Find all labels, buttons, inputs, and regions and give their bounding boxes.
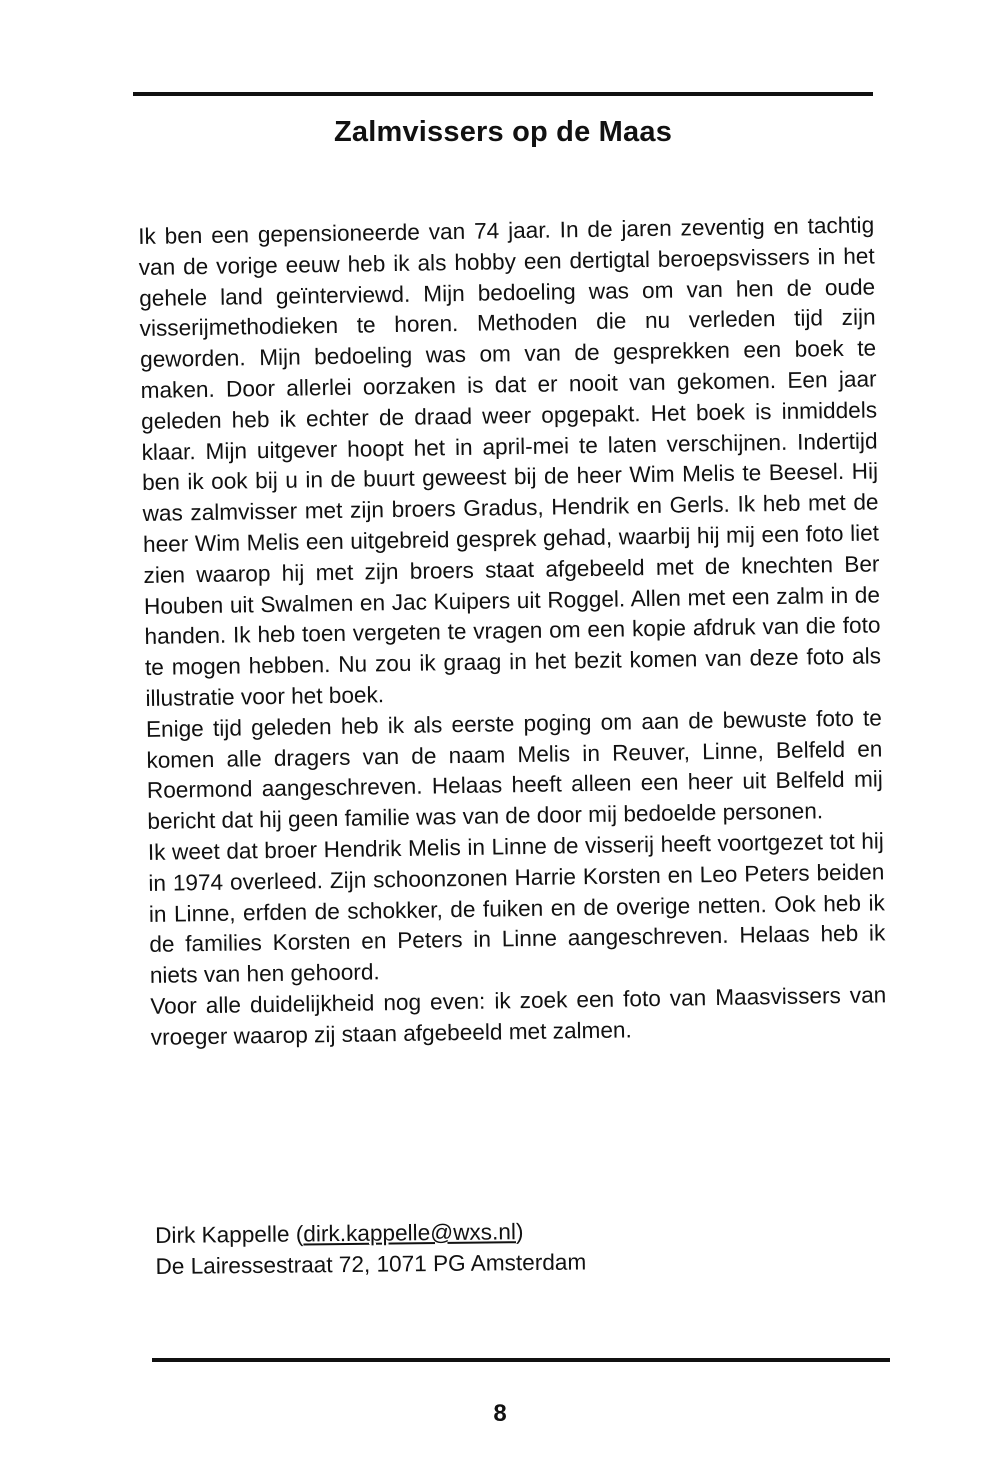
paragraph-3: Ik weet dat broer Hendrik Melis in Linne de visserij heeft voortgezet tot hij in 1974 overleed. Zijn schoonzonen Harrie Korsten en Leo Peters beiden in Linne, erfden de schokker, de fuiken en de overige netten. Ook heb ik de families Korsten en Peters in Linne aangeschreven. Helaas heb ik niets van hen gehoord.	[147, 828, 886, 989]
bottom-rule	[152, 1358, 890, 1362]
author-email-link[interactable]: dirk.kappelle@wxs.nl	[303, 1219, 517, 1247]
article-body	[138, 210, 887, 1053]
author-name: Dirk Kappelle	[155, 1221, 290, 1248]
page-number: 8	[493, 1400, 507, 1427]
top-rule	[133, 92, 873, 96]
signature-name-line: Dirk Kappelle (dirk.kappelle@wxs.nl)	[155, 1219, 524, 1248]
article-title: Zalmvissers op de Maas	[333, 116, 673, 148]
author-address: De Lairessestraat 72, 1071 PG Amsterdam	[155, 1249, 587, 1279]
paragraph-4: Voor alle duidelijkheid nog even: ik zoek een foto van Maasvissers van vroeger waarop zij staan afgebeeld met zalmen.	[150, 982, 887, 1050]
signature-block	[155, 1213, 856, 1282]
paragraph-2: Enige tijd geleden heb ik als eerste poging om aan de bewuste foto te komen alle dragers van de naam Melis in Reuver, Linne, Belfeld en Roermond aangeschreven. Helaas heeft alleen een heer uit Belfeld mij bericht dat hij geen familie was van de door mij bedoelde personen.	[145, 705, 884, 835]
paragraph-1: Ik ben een gepensioneerde van 74 jaar. In de jaren zeventig en tachtig van de vorige eeuw heb ik als hobby een dertigtal beroepsvissers in het gehele land geïnterviewd. Mijn bedoeling was om van hen de oude visserijmethodieken te horen. Methoden die nu verleden tijd zijn geworden. Mijn bedoeling was om van de gesprekken een boek te maken. Door allerlei oorzaken is dat er nooit van gekomen. Een jaar geleden heb ik echter de draad weer opgepakt. Het boek is inmiddels klaar. Mijn uitgever hoopt het in april-mei te laten verschijnen. Indertijd ben ik ook bij u in de buurt geweest bij de heer Wim Melis te Beesel. Hij was zalmvisser met zijn broers Gradus, Hendrik en Gerls. Ik heb met de heer Wim Melis een uitgebreid gesprek gehad, waarbij hij mij een foto liet zien waarop hij met zijn broers staat afgebeeld met de knechten Ber Houben uit Swalmen en Jac Kuipers uit Roggel. Allen met een zalm in de handen. Ik heb toen vergeten te vragen om een kopie afdruk van die foto te mogen hebben. Nu zou ik graag in het bezit komen van deze foto als illustratie voor het boek.	[138, 212, 882, 711]
